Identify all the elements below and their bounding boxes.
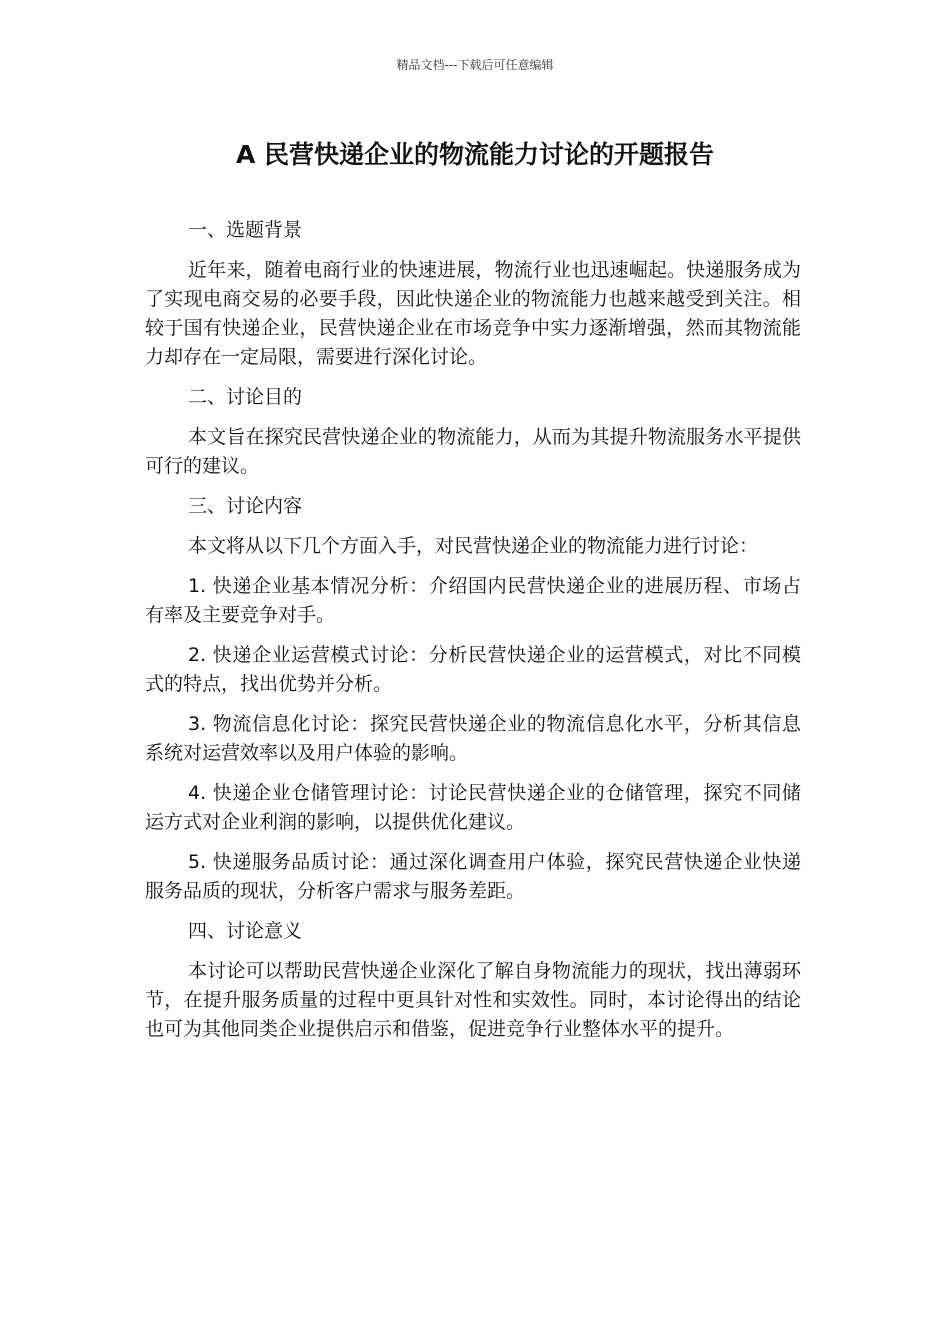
document-body <box>145 216 801 1055</box>
document-title: A 民营快递企业的物流能力讨论的开题报告 <box>235 140 715 169</box>
paragraph-background: 近年来，随着电商行业的快速进展，物流行业也迅速崛起。快递服务成为了实现电商交易的必要手段，因此快递企业的物流能力也越来越受到关注。相较于国有快递企业，民营快递企业在市场竞争中实力逐渐增强，然而其物流能力却存在一定局限，需要进行深化讨论。 <box>145 259 801 368</box>
section-heading-significance: 四、讨论意义 <box>188 920 303 942</box>
list-item: 3. 物流信息化讨论：探究民营快递企业的物流信息化水平，分析其信息系统对运营效率以及用户体验的影响。 <box>145 713 801 764</box>
paragraph-content-intro: 本文将从以下几个方面入手，对民营快递企业的物流能力进行讨论： <box>188 535 759 557</box>
list-item: 4. 快递企业仓储管理讨论：讨论民营快递企业的仓储管理，探究不同储运方式对企业利润的影响，以提供优化建议。 <box>145 782 801 833</box>
header-note: 精品文档---下载后可任意编辑 <box>396 58 554 72</box>
section-heading-purpose: 二、讨论目的 <box>188 386 303 408</box>
list-item: 1. 快递企业基本情况分析：介绍国内民营快递企业的进展历程、市场占有率及主要竞争对手。 <box>145 575 801 626</box>
list-item: 5. 快递服务品质讨论：通过深化调查用户体验，探究民营快递企业快递服务品质的现状，分析客户需求与服务差距。 <box>145 851 801 902</box>
paragraph-significance: 本讨论可以帮助民营快递企业深化了解自身物流能力的现状，找出薄弱环节，在提升服务质量的过程中更具针对性和实效性。同时，本讨论得出的结论也可为其他同类企业提供启示和借鉴，促进竞争行业整体水平的提升。 <box>145 960 801 1040</box>
section-heading-background: 一、选题背景 <box>188 219 303 241</box>
paragraph-purpose: 本文旨在探究民营快递企业的物流能力，从而为其提升物流服务水平提供可行的建议。 <box>145 426 801 477</box>
section-heading-content: 三、讨论内容 <box>188 495 303 517</box>
list-item: 2. 快递企业运营模式讨论：分析民营快递企业的运营模式，对比不同模式的特点，找出优势并分析。 <box>145 644 801 695</box>
